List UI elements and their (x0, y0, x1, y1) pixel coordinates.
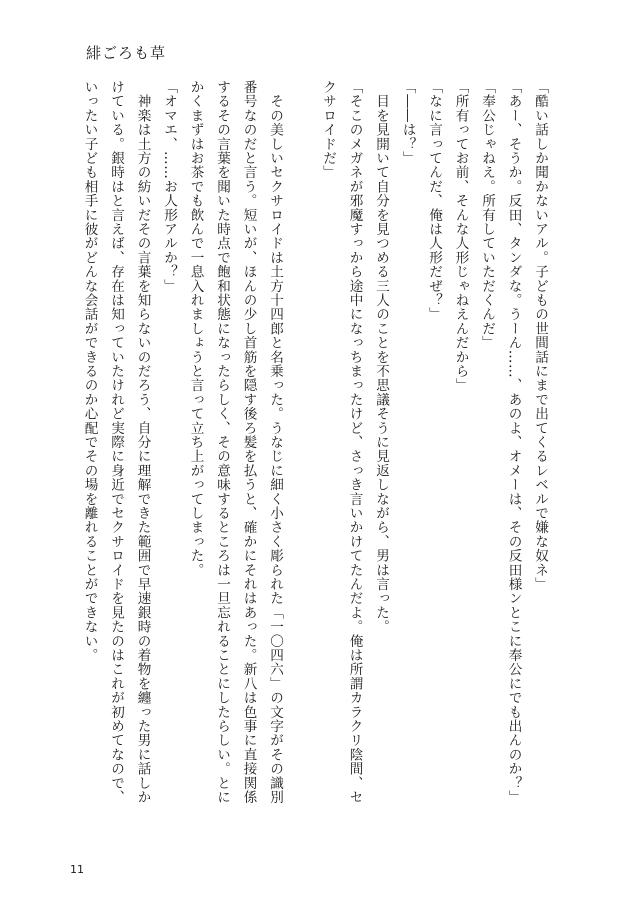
text-line: 番号なのだと言う。短いが、ほんの少し首筋を隠す後ろ髪を払うと、確かにそれはあった。新八は色事に直接関係 (240, 80, 257, 805)
blank-line (288, 80, 315, 870)
text-line: 「――は？」 (399, 80, 416, 166)
text-line: 「酷い話しか聞かないアル。子どもの世間話にまで出てくるレベルで嫌な奴ネ」 (532, 80, 548, 592)
text-line: 目を見開いて自分を見つめる三人のことを不思議そうに見返しながら、男は言った。 (373, 80, 389, 634)
page-number: 11 (70, 863, 84, 876)
running-title: 緋ごろも草 (86, 44, 167, 62)
text-line: 「オマエ、……お人形アルか？」 (161, 80, 177, 293)
text-line: 神楽は土方の紡いだその言葉を知らないのだろう、自分に理解できた範囲で早速銀時の着物を纏った男に話しか (134, 80, 151, 805)
text-line: その美しいセクサロイドは土方十四郎と名乗った。うなじに細く小さく彫られた「一〇四六」の文字がその識別 (267, 80, 283, 805)
text-line: 「所有ってお前、そんな人形じゃねえんだから」 (452, 80, 469, 393)
text-line: かくまずはお茶でも飲んで一息入れましょうと言って立ち上がってしまった。 (187, 80, 204, 577)
text-line: 「奉公じゃねえ。所有していただくんだ」 (479, 80, 495, 350)
text-line: 「あー、そうか。反田、タンダな。うーん……、あのよ、オメーは、その反田様ンとこに奉公にでも出んのか？」 (505, 80, 522, 805)
text-line: いったい子ども相手に彼がどんな会話ができるのか心配でその場を離れることができない。 (81, 80, 98, 663)
vertical-text-body (76, 80, 553, 870)
text-line: けている。銀時はと言えば、存在は知っていたけれど実際に身近でセクサロイドを見たのはこれが初めてなので、 (108, 80, 124, 805)
text-line: するその言葉を聞いた時点で飽和状態になったらしく、その意味するところは一旦忘れることにしたらしい。とに (214, 80, 230, 805)
text-line: 「なに言ってんだ、俺は人形だぜ？」 (426, 80, 442, 322)
text-line: 「そこのメガネが邪魔すっから途中になっちまったけど、さっき言いかけてたんだよ。俺は所謂カラクリ陰間、セ (346, 80, 363, 805)
text-line: クサロイドだ」 (320, 80, 336, 180)
